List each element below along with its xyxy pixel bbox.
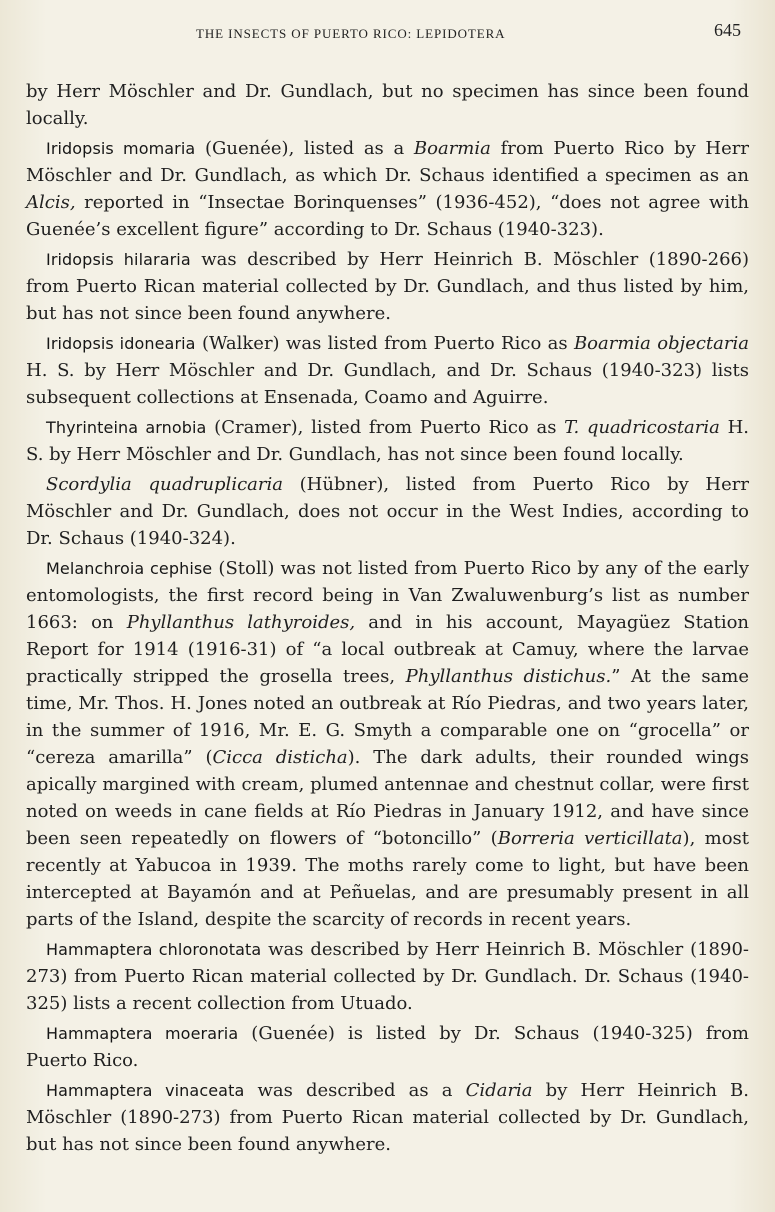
page-number: 645 (714, 20, 741, 40)
species-name: Scordylia quadruplicaria (46, 474, 283, 495)
species-name: Thyrinteina arnobia (46, 418, 207, 437)
species-name: Melanchroia cephise (46, 559, 213, 578)
species-name: Iridopsis idonearia (46, 334, 196, 353)
paragraph-scordylia-quadruplicaria: Scordylia quadruplicaria (Hübner), listed from Puerto Rico by Herr Möschler and Dr. Gundlach, does not occur in the West Indies, according to Dr. Schaus (1940-324). (26, 474, 749, 549)
paragraph-iridopsis-idonearia: Iridopsis idonearia (Walker) was listed from Puerto Rico as Boarmia objectaria H. S. by Herr Möschler and Dr. Gundlach, and Dr. Schaus (1940-323) lists subsequent collections at Ensenada, Coamo and Aguirre. (26, 333, 749, 408)
paragraph-thyrinteina-arnobia: Thyrinteina arnobia (Cramer), listed from Puerto Rico as T. quadricostaria H. S. by Herr Möschler and Dr. Gundlach, has not since been found locally. (26, 417, 750, 465)
species-name: Iridopsis momaria (46, 139, 196, 158)
body-text (26, 78, 749, 1158)
species-name: Hammaptera chloronotata (46, 940, 262, 959)
species-name: Hammaptera vinaceata (46, 1081, 245, 1100)
paragraph-continuation: by Herr Möschler and Dr. Gundlach, but no specimen has since been found locally. (26, 81, 749, 129)
paragraph-hammaptera-vinaceata: Hammaptera vinaceata was described as a Cidaria by Herr Heinrich B. Möschler (1890-273) from Puerto Rican material collected by Dr. Gundlach, but has not since been found anywhere. (26, 1080, 750, 1155)
paragraph-hammaptera-moeraria: Hammaptera moeraria (Guenée) is listed by Dr. Schaus (1940-325) from Puerto Rico. (26, 1023, 749, 1071)
species-name: Hammaptera moeraria (46, 1024, 239, 1043)
paragraph-iridopsis-momaria: Iridopsis momaria (Guenée), listed as a Boarmia from Puerto Rico by Herr Möschler and Dr. Gundlach, as which Dr. Schaus identified a specimen as an Alcis, reported in “Insectae Borinquenses” (1936-452), “does not agree with Guenée’s excellent figure” according to Dr. Schaus (1940-323). (26, 138, 749, 240)
paragraph-hammaptera-chloronotata: Hammaptera chloronotata was described by Herr Heinrich B. Möschler (1890-273) from Puerto Rican material collected by Dr. Gundlach. Dr. Schaus (1940-325) lists a recent collection from Utuado. (26, 939, 749, 1014)
species-name: Iridopsis hilararia (46, 250, 191, 269)
paragraph-iridopsis-hilararia: Iridopsis hilararia was described by Herr Heinrich B. Möschler (1890-266) from Puerto Rican material collected by Dr. Gundlach, and thus listed by him, but has not since been found anywhere. (26, 249, 749, 324)
paragraph-melanchroia-cephise: Melanchroia cephise (Stoll) was not listed from Puerto Rico by any of the early entomologists, the first record being in Van Zwaluwenburg’s list as number 1663: on Phyllanthus lathyroides, and in his account, Mayagüez Station Report for 1914 (1916-31) of “a local outbreak at Camuy, where the larvae practically stripped the grosella trees, Phyllanthus distichus.” At the same time, Mr. Thos. H. Jones noted an outbreak at Río Piedras, and two years later, in the summer of 1916, Mr. E. G. Smyth a comparable one on “grocella” or “cereza amarilla” (Cicca disticha). The dark adults, their rounded wings apically margined with cream, plumed antennae and chestnut collar, were first noted on weeds in cane fields at Río Piedras in January 1912, and have since been seen repeatedly on flowers of “botoncillo” (Borreria verticillata), most recently at Yabucoa in 1939. The moths rarely come to light, but have been intercepted at Bayamón and at Peñuelas, and are presumably present in all parts of the Island, despite the scarcity of records in recent years. (26, 558, 750, 930)
page-header (26, 0, 749, 74)
running-head: THE INSECTS OF PUERTO RICO: LEPIDOTERA (196, 26, 506, 41)
